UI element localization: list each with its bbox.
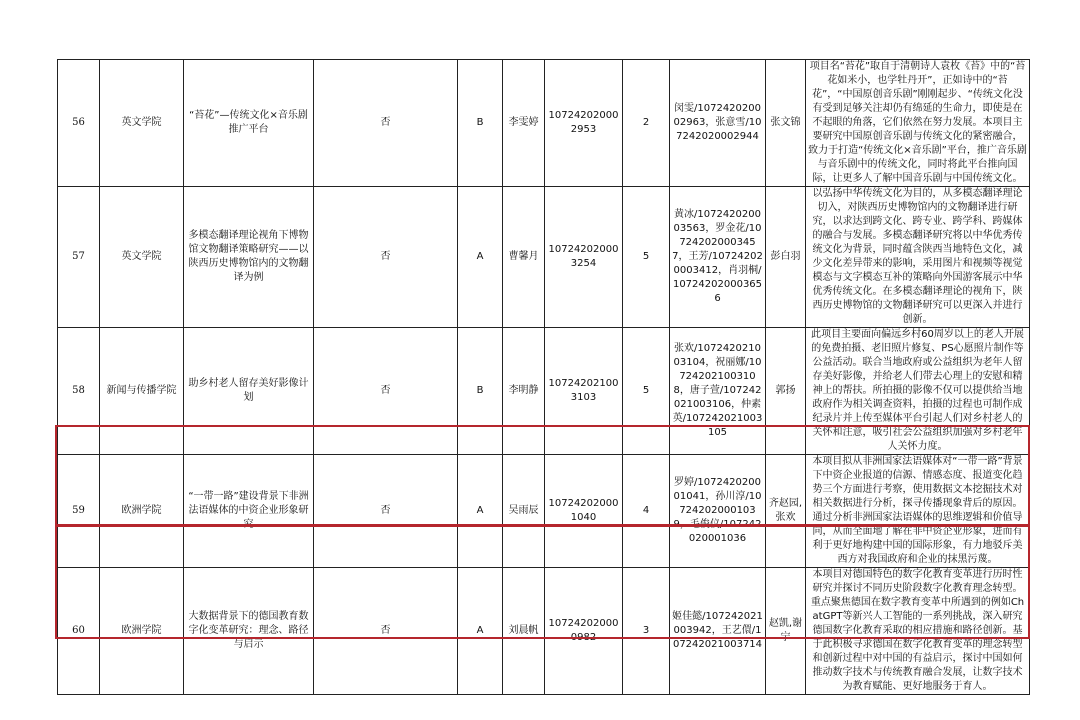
grade-cell: A (458, 187, 503, 328)
grade-cell: A (458, 455, 503, 568)
leader-cell: 刘晨帆 (503, 568, 545, 695)
advisor-cell: 赵凯,谢宁 (766, 568, 806, 695)
row-number: 58 (58, 328, 100, 455)
leader-id-cell: 107242020000982 (545, 568, 623, 695)
college-cell: 欧洲学院 (100, 455, 184, 568)
project-name-cell: 多模态翻译理论视角下博物馆文物翻译策略研究——以陕西历史博物馆内的文物翻译为例 (184, 187, 314, 328)
leader-cell: 曹馨月 (503, 187, 545, 328)
row-number: 59 (58, 455, 100, 568)
college-cell: 欧洲学院 (100, 568, 184, 695)
flag-cell: 否 (314, 568, 458, 695)
advisor-cell: 彭白羽 (766, 187, 806, 328)
leader-cell: 李明静 (503, 328, 545, 455)
member-count-cell: 4 (623, 455, 670, 568)
advisor-cell: 郭扬 (766, 328, 806, 455)
advisor-cell: 齐赵园,张欢 (766, 455, 806, 568)
flag-cell: 否 (314, 187, 458, 328)
project-table (57, 59, 1030, 695)
project-name-cell: “苔花”—传统文化×音乐剧推广平台 (184, 60, 314, 187)
project-name-cell: 大数据背景下的德国教育数字化变革研究：理念、路径与启示 (184, 568, 314, 695)
row-number: 57 (58, 187, 100, 328)
leader-cell: 吴雨辰 (503, 455, 545, 568)
leader-cell: 李雯婷 (503, 60, 545, 187)
member-count-cell: 3 (623, 568, 670, 695)
table-row (58, 187, 1030, 328)
flag-cell: 否 (314, 60, 458, 187)
description-cell: 项目名“苔花”取自于清朝诗人袁枚《苔》中的“苔花如米小，也学牡丹开”，正如诗中的“苔花”，“中国原创音乐剧”刚刚起步、“传统文化没有受到足够关注却仍有绵延的生命力，即使是在不起眼的角落，它们依然在努力发展。本项目主要研究中国原创音乐剧与传统文化的紧密融合，致力于打造“传统文化×音乐剧”平台，推广音乐剧与音乐剧中的传统文化，同时将此平台推向国际，让更多人了解中国音乐剧与中国传统文化。 (806, 60, 1030, 187)
members-cell: 黄冰/107242020003563，罗金花/107242020003457，王芳/107242020003412，肖羽桐/107242020003656 (670, 187, 766, 328)
members-cell: 姬佳懿/107242021003942，王艺儇/107242021003714 (670, 568, 766, 695)
project-name-cell: “一带一路”建设背景下非洲法语媒体的中资企业形象研究 (184, 455, 314, 568)
college-cell: 新闻与传播学院 (100, 328, 184, 455)
member-count-cell: 5 (623, 187, 670, 328)
table-row (58, 568, 1030, 695)
flag-cell: 否 (314, 328, 458, 455)
table-row (58, 328, 1030, 455)
description-cell: 以弘扬中华传统文化为目的，从多模态翻译理论切入，对陕西历史博物馆内的文物翻译进行研究，以求达到跨文化、跨专业、跨学科、跨媒体的融合与发展。多模态翻译研究将以中华优秀传统文化为背景，同时蕴含陕西当地特色文化，减少文化差异带来的影响，采用图片和视频等视觉模态与文字模态互补的策略向外国游客展示中华优秀传统文化。在多模态翻译理论的视角下，陕西历史博物馆的文物翻译研究可以更深入并进行创新。 (806, 187, 1030, 328)
leader-id-cell: 107242021003103 (545, 328, 623, 455)
grade-cell: B (458, 60, 503, 187)
project-name-cell: 助乡村老人留存美好影像计划 (184, 328, 314, 455)
grade-cell: A (458, 568, 503, 695)
advisor-cell: 张文锦 (766, 60, 806, 187)
member-count-cell: 2 (623, 60, 670, 187)
grade-cell: B (458, 328, 503, 455)
description-cell: 本项目拟从非洲国家法语媒体对“一带一路”背景下中资企业报道的信源、情感态度、报道变化趋势三个方面进行考察，使用数据文本挖掘技术对相关数据进行分析，探寻传播现象背后的原因。通过分析非洲国家法语媒体的思维逻辑和价值导向，从而全面地了解在非中资企业形象，进而有利于更好地构建中国的国际形象，有力地驳斥美西方对我国政府和企业的抹黑污蔑。 (806, 455, 1030, 568)
members-cell: 闵雯/107242020002963，张意雪/107242020002944 (670, 60, 766, 187)
member-count-cell: 5 (623, 328, 670, 455)
members-cell: 罗婷/107242020001041，孙川淳/107242020001039，毛俊仪/107242020001036 (670, 455, 766, 568)
college-cell: 英文学院 (100, 60, 184, 187)
project-table-sheet (57, 59, 1029, 695)
leader-id-cell: 107242020003254 (545, 187, 623, 328)
description-cell: 本项目对德国特色的数字化教育变革进行历时性研究并探讨不同历史阶段数字化教育理念转型。重点聚焦德国在数字教育变革中所遇到的例如ChatGPT等新兴人工智能的一系列挑战，深入研究德国数字化教育采取的相应措施和路径创新。基于此积极寻求德国在数字化教育变革的理念转型和创新过程中对中国的有益启示，探讨中国如何推动数字技术与传统教育融合发展，让数字技术为教育赋能、更好地服务于育人。 (806, 568, 1030, 695)
members-cell: 张欢/107242021003104，祝丽娜/107242021003108，唐子萱/107242021003106，仲素英/107242021003105 (670, 328, 766, 455)
description-cell: 此项目主要面向偏远乡村60周岁以上的老人开展的免费拍摄、老旧照片修复、PS心愿照片制作等公益活动。联合当地政府或公益组织为老年人留存美好影像，并给老人们带去心理上的安慰和精神上的帮扶。所拍摄的影像不仅可以提供给当地政府作为相关调查资料，拍摄的过程也可制作成纪录片并上传至媒体平台引起人们对乡村老人的关怀和注意，吸引社会公益组织加强对乡村老年人关怀力度。 (806, 328, 1030, 455)
row-number: 56 (58, 60, 100, 187)
flag-cell: 否 (314, 455, 458, 568)
table-row (58, 60, 1030, 187)
college-cell: 英文学院 (100, 187, 184, 328)
leader-id-cell: 107242020001040 (545, 455, 623, 568)
table-row (58, 455, 1030, 568)
row-number: 60 (58, 568, 100, 695)
leader-id-cell: 107242020002953 (545, 60, 623, 187)
